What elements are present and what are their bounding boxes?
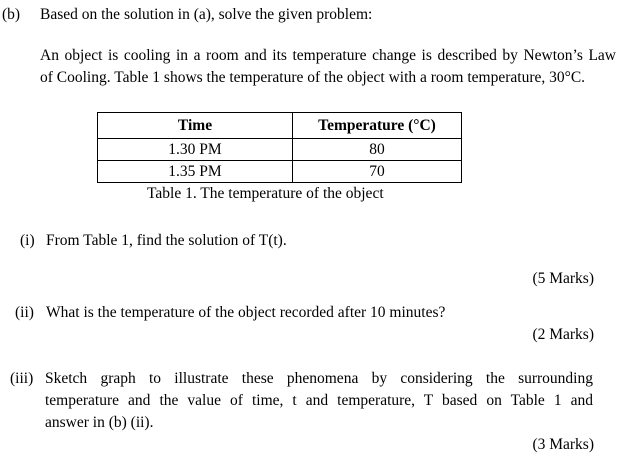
question-3-line-1: Sketch graph to illustrate these phenomena by considering the surrounding bbox=[45, 370, 593, 387]
question-3-marks: (3 Marks) bbox=[532, 436, 594, 453]
question-2-label: (ii) bbox=[15, 304, 34, 321]
paragraph-line-2: of Cooling. Table 1 shows the temperature of the object with a room temperature, 30°C. bbox=[40, 69, 586, 86]
table-cell-temperature: 80 bbox=[293, 139, 462, 161]
part-label: (b) bbox=[2, 6, 21, 23]
question-1-label: (i) bbox=[20, 232, 35, 249]
table-row bbox=[98, 161, 462, 183]
table-cell-temperature: 70 bbox=[293, 161, 462, 183]
question-3-text bbox=[45, 368, 593, 434]
question-1-text: From Table 1, find the solution of T(t). bbox=[46, 232, 287, 249]
question-2-text: What is the temperature of the object recorded after 10 minutes? bbox=[46, 304, 446, 321]
table-header-time: Time bbox=[98, 113, 293, 139]
question-3-line-3: answer in (b) (ii). bbox=[45, 414, 154, 431]
problem-paragraph bbox=[40, 45, 616, 89]
paragraph-line-1: An object is cooling in a room and its temperature change is described by Newton’s Law bbox=[40, 47, 616, 64]
table-header-row bbox=[98, 113, 462, 139]
question-1-marks: (5 Marks) bbox=[532, 270, 594, 287]
table-row bbox=[98, 139, 462, 161]
table-cell-time: 1.35 PM bbox=[98, 161, 293, 183]
table-caption: Table 1. The temperature of the object bbox=[147, 185, 384, 202]
question-3-line-2: temperature and the value of time, t and temperature, T based on Table 1 and bbox=[45, 392, 593, 409]
question-3-label: (iii) bbox=[10, 370, 34, 387]
question-2-marks: (2 Marks) bbox=[532, 326, 594, 343]
part-intro: Based on the solution in (a), solve the given problem: bbox=[40, 6, 373, 23]
temperature-table bbox=[97, 112, 462, 183]
table-cell-time: 1.30 PM bbox=[98, 139, 293, 161]
table-header-temperature: Temperature (°C) bbox=[293, 113, 462, 139]
